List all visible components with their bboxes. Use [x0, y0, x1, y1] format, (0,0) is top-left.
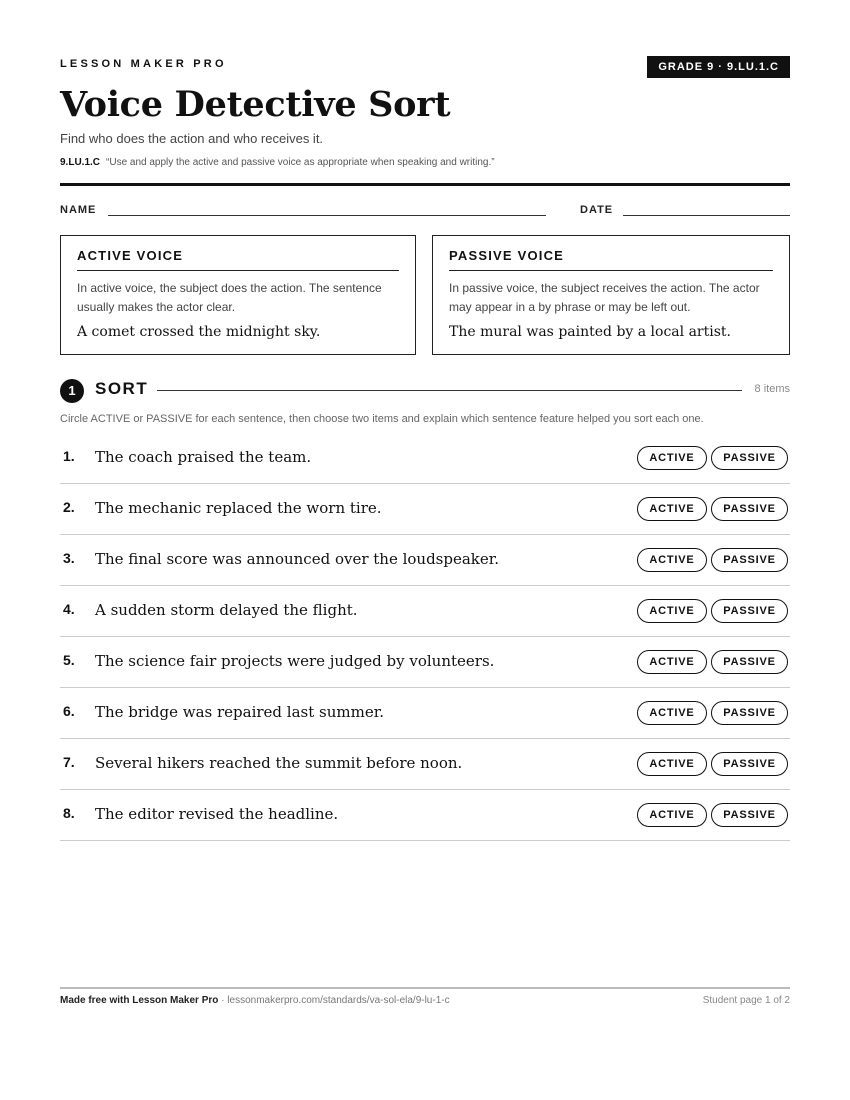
- standard-text: “Use and apply the active and passive voice as appropriate when speaking and writing.”: [106, 157, 495, 168]
- active-voice-heading: ACTIVE VOICE: [77, 248, 399, 271]
- item-sentence: The science fair projects were judged by volunteers.: [95, 652, 495, 670]
- passive-voice-box: [432, 235, 790, 355]
- item-number: 6.: [63, 703, 75, 719]
- item-sentence: Several hikers reached the summit before noon.: [95, 754, 463, 772]
- sort-item: [60, 688, 790, 739]
- item-number: 4.: [63, 601, 75, 617]
- item-number: 1.: [63, 448, 75, 464]
- passive-choice[interactable]: PASSIVE: [711, 803, 788, 827]
- voice-choices: [633, 650, 788, 674]
- name-label: NAME: [60, 204, 97, 216]
- passive-choice[interactable]: PASSIVE: [711, 701, 788, 725]
- voice-choices: [633, 752, 788, 776]
- active-choice[interactable]: ACTIVE: [637, 599, 707, 623]
- passive-choice[interactable]: PASSIVE: [711, 497, 788, 521]
- passive-choice[interactable]: PASSIVE: [711, 599, 788, 623]
- item-number: 2.: [63, 499, 75, 515]
- student-fields: [60, 204, 790, 220]
- footer-divider: [60, 987, 790, 989]
- sort-item: [60, 739, 790, 790]
- voice-choices: [633, 803, 788, 827]
- footer-made-with: Made free with Lesson Maker Pro: [60, 995, 219, 1006]
- active-choice[interactable]: ACTIVE: [637, 446, 707, 470]
- voice-choices: [633, 701, 788, 725]
- item-sentence: The coach praised the team.: [95, 448, 312, 466]
- item-number: 8.: [63, 805, 75, 821]
- voice-choices: [633, 497, 788, 521]
- sort-item: [60, 484, 790, 535]
- worksheet-subtitle: Find who does the action and who receives it.: [60, 131, 324, 146]
- date-label: DATE: [580, 204, 614, 216]
- sort-section-header: [60, 378, 790, 402]
- brand-name: LESSON MAKER PRO: [60, 58, 227, 70]
- sort-item: [60, 637, 790, 688]
- item-sentence: The mechanic replaced the worn tire.: [95, 499, 382, 517]
- sort-items-list: [60, 433, 790, 841]
- footer-separator: ·: [218, 995, 228, 1006]
- sort-item: [60, 790, 790, 841]
- sort-item: [60, 586, 790, 637]
- voice-choices: [633, 548, 788, 572]
- passive-choice[interactable]: PASSIVE: [711, 446, 788, 470]
- voice-choices: [633, 599, 788, 623]
- passive-voice-heading: PASSIVE VOICE: [449, 248, 773, 271]
- active-choice[interactable]: ACTIVE: [637, 650, 707, 674]
- active-voice-example: A comet crossed the midnight sky.: [77, 324, 321, 340]
- item-sentence: The editor revised the headline.: [95, 805, 339, 823]
- active-voice-description: In active voice, the subject does the action. The sentence usually makes the actor clear.: [77, 281, 382, 314]
- standard-code: 9.LU.1.C: [60, 157, 101, 168]
- footer-url[interactable]: lessonmakerpro.com/standards/va-sol-ela/9-lu-1-c: [227, 995, 450, 1006]
- item-count: 8 items: [754, 383, 790, 395]
- item-sentence: The final score was announced over the loudspeaker.: [95, 550, 500, 568]
- sort-item: [60, 433, 790, 484]
- name-field[interactable]: [108, 215, 546, 216]
- item-number: 3.: [63, 550, 75, 566]
- passive-voice-example: The mural was painted by a local artist.: [449, 324, 731, 340]
- item-sentence: The bridge was repaired last summer.: [95, 703, 384, 721]
- footer-page-number: Student page 1 of 2: [702, 995, 790, 1006]
- worksheet-page: [60, 0, 790, 1100]
- standard-line: [60, 157, 495, 168]
- sort-instructions: Circle ACTIVE or PASSIVE for each sentence, then choose two items and explain which sentence feature helped you sort each one.: [60, 413, 704, 425]
- section-divider: [157, 390, 742, 391]
- sort-item: [60, 535, 790, 586]
- passive-choice[interactable]: PASSIVE: [711, 752, 788, 776]
- section-title: SORT: [95, 379, 149, 398]
- worksheet-title: Voice Detective Sort: [60, 84, 451, 125]
- active-choice[interactable]: ACTIVE: [637, 497, 707, 521]
- page-footer: [60, 995, 790, 1006]
- active-choice[interactable]: ACTIVE: [637, 701, 707, 725]
- item-number: 5.: [63, 652, 75, 668]
- section-number-badge: 1: [60, 379, 84, 403]
- active-choice[interactable]: ACTIVE: [637, 752, 707, 776]
- voice-choices: [633, 446, 788, 470]
- item-sentence: A sudden storm delayed the flight.: [95, 601, 358, 619]
- date-field[interactable]: [623, 215, 790, 216]
- grade-badge: GRADE 9 · 9.LU.1.C: [647, 56, 790, 78]
- top-bar: [60, 56, 790, 78]
- item-number: 7.: [63, 754, 75, 770]
- passive-voice-description: In passive voice, the subject receives the action. The actor may appear in a by phrase or may be left out.: [449, 281, 760, 314]
- passive-choice[interactable]: PASSIVE: [711, 650, 788, 674]
- passive-choice[interactable]: PASSIVE: [711, 548, 788, 572]
- active-voice-box: [60, 235, 416, 355]
- active-choice[interactable]: ACTIVE: [637, 548, 707, 572]
- active-choice[interactable]: ACTIVE: [637, 803, 707, 827]
- header-divider: [60, 183, 790, 186]
